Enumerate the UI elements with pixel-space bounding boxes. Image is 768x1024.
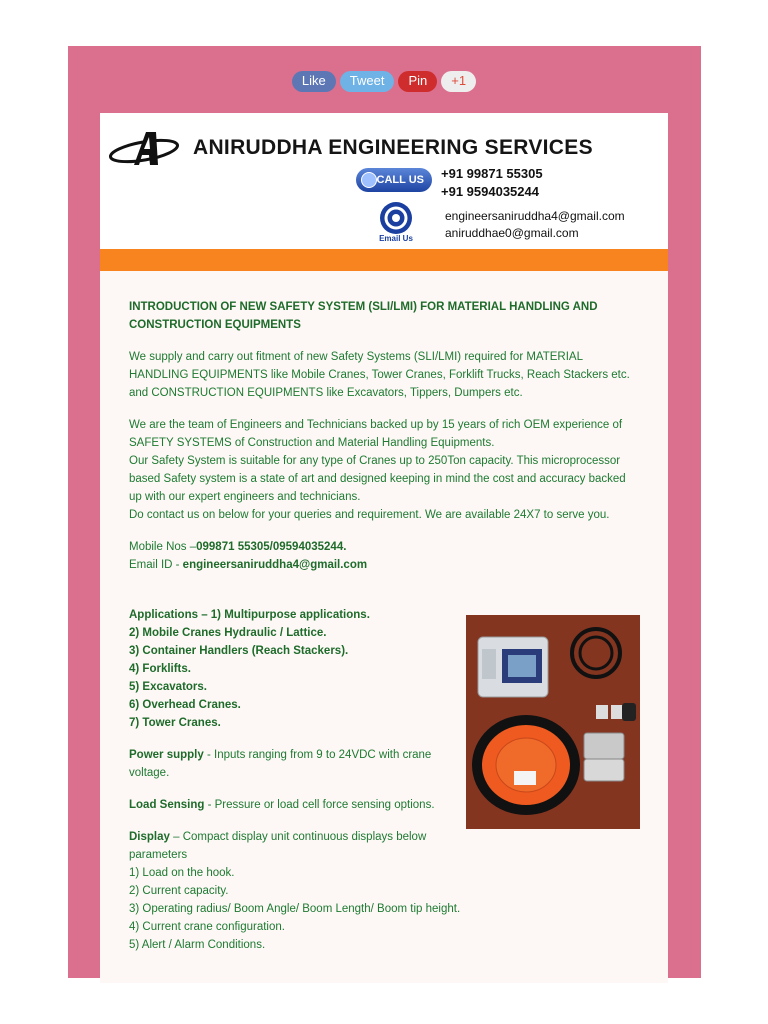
power-supply-text: - Inputs ranging from 9 to 24VDC with crane: [203, 749, 432, 761]
email-value[interactable]: engineersaniruddha4@gmail.com: [182, 559, 368, 571]
display-spec: [129, 828, 459, 846]
email-label: Email ID -: [129, 559, 183, 571]
email-address-1[interactable]: engineersaniruddha4@gmail.com: [445, 209, 625, 223]
letterhead: [100, 113, 668, 249]
intro-paragraph-line: HANDLING EQUIPMENTS like Mobile Cranes, Tower Cranes, Forklift Trucks, Reach Stackers etc.: [129, 369, 630, 381]
applications-item: Applications – 1) Multipurpose applications.: [129, 609, 370, 621]
display-text: – Compact display unit continuous displays below: [169, 831, 427, 843]
applications-item: 5) Excavators.: [129, 681, 207, 693]
social-share-bar: [0, 71, 768, 92]
document-page: [100, 113, 668, 983]
power-supply-cont: voltage.: [129, 767, 170, 779]
google-plusone-button[interactable]: +1: [441, 71, 476, 92]
header-stripe: [100, 249, 668, 271]
applications-item: 3) Container Handlers (Reach Stackers).: [129, 645, 349, 657]
tweet-button[interactable]: Tweet: [340, 71, 395, 92]
power-supply-label: Power supply: [129, 749, 204, 761]
email-us-label: Email Us: [379, 234, 413, 243]
product-photo: [466, 615, 640, 829]
mobile-numbers: 099871 55305/09594035244.: [196, 541, 347, 553]
load-sensing: [129, 796, 459, 814]
applications-item: 4) Forklifts.: [129, 663, 191, 675]
intro-title-line-1: INTRODUCTION OF NEW SAFETY SYSTEM (SLI/LMI) FOR MATERIAL HANDLING AND: [129, 301, 598, 313]
facebook-like-button[interactable]: Like: [292, 71, 336, 92]
phone-globe-icon: [361, 172, 377, 188]
safety-system-kit-image: [466, 615, 640, 829]
call-us-label: CALL US: [376, 174, 424, 186]
call-us-badge: [356, 168, 432, 192]
display-item: 2) Current capacity.: [129, 885, 229, 897]
load-sensing-label: Load Sensing: [129, 799, 205, 811]
display-item: 1) Load on the hook.: [129, 867, 235, 879]
load-sensing-text: - Pressure or load cell force sensing options.: [204, 799, 435, 811]
power-supply: [129, 746, 459, 764]
team-paragraph-line: SAFETY SYSTEMS of Construction and Material Handling Equipments.: [129, 437, 495, 449]
applications-item: 7) Tower Cranes.: [129, 717, 221, 729]
display-item: 4) Current crane configuration.: [129, 921, 285, 933]
team-paragraph-line: up with our expert engineers and technicians.: [129, 491, 361, 503]
phone-number-1: +91 99871 55305: [441, 166, 543, 181]
team-paragraph-line: We are the team of Engineers and Technicians backed up by 15 years of rich OEM experience of: [129, 419, 623, 431]
mobile-label: Mobile Nos –: [129, 541, 197, 553]
email-at-icon: [366, 200, 426, 244]
company-logo-icon: [108, 129, 184, 169]
team-paragraph-line: based Safety system is a state of art and designed keeping in mind the cost and accuracy backed: [129, 473, 626, 485]
team-paragraph-line: Our Safety System is suitable for any type of Cranes up to 250Ton capacity. This microprocessor: [129, 455, 621, 467]
mobile-contact: [129, 538, 649, 556]
intro-title-line-2: CONSTRUCTION EQUIPMENTS: [129, 319, 301, 331]
company-name: ANIRUDDHA ENGINEERING SERVICES: [193, 136, 593, 159]
applications-item: 6) Overhead Cranes.: [129, 699, 241, 711]
email-contact: [129, 556, 649, 574]
display-spec-cont: parameters: [129, 849, 188, 861]
phone-number-2: +91 9594035244: [441, 184, 539, 199]
team-paragraph-line: Do contact us on below for your queries and requirement. We are available 24X7 to serve you.: [129, 509, 610, 521]
display-item: 5) Alert / Alarm Conditions.: [129, 939, 266, 951]
intro-paragraph-line: and CONSTRUCTION EQUIPMENTS like Excavators, Tippers, Dumpers etc.: [129, 387, 523, 399]
email-address-2[interactable]: aniruddhae0@gmail.com: [445, 226, 579, 240]
display-item: 3) Operating radius/ Boom Angle/ Boom Length/ Boom tip height.: [129, 903, 461, 915]
pinterest-pin-button[interactable]: Pin: [398, 71, 437, 92]
applications-item: 2) Mobile Cranes Hydraulic / Lattice.: [129, 627, 327, 639]
intro-paragraph-line: We supply and carry out fitment of new Safety Systems (SLI/LMI) required for MATERIAL: [129, 351, 583, 363]
display-label: Display: [129, 831, 170, 843]
